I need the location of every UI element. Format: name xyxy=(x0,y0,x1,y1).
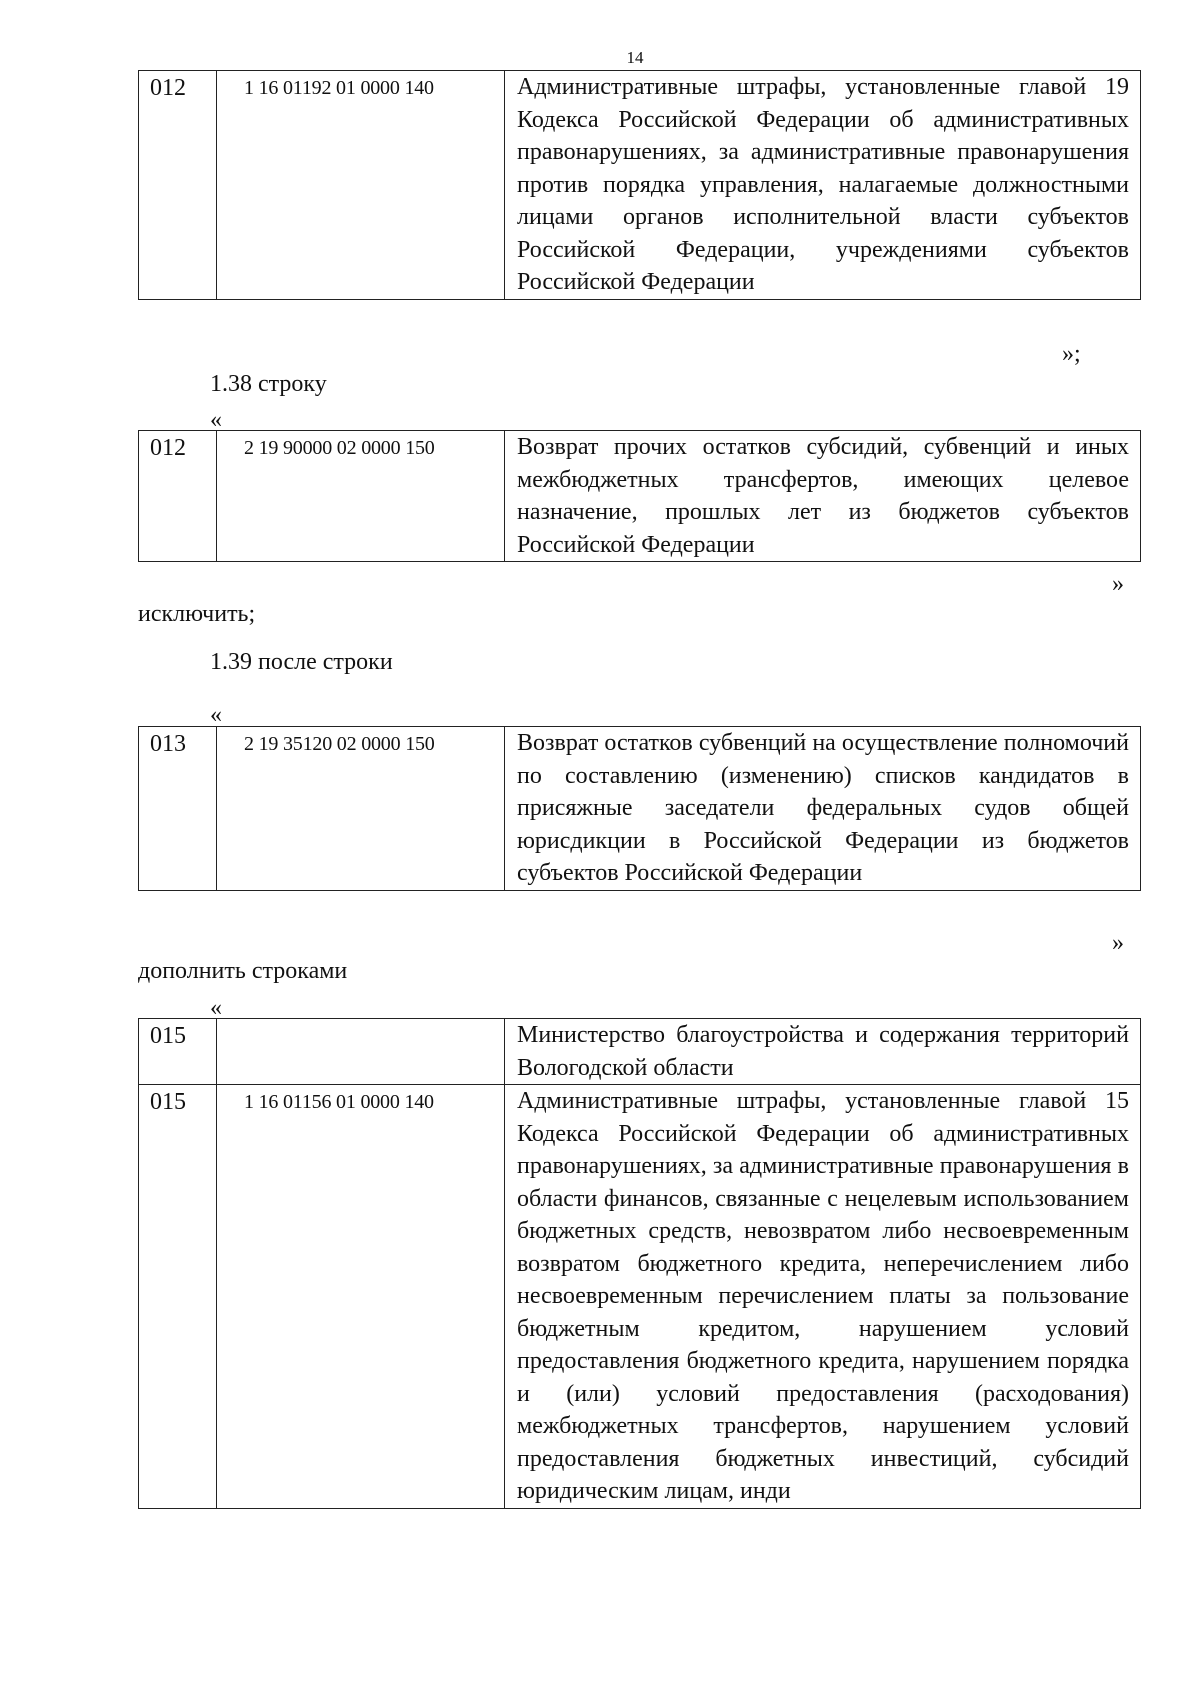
table-block-4 xyxy=(138,1018,1141,1509)
closing-quote: » xyxy=(1112,571,1124,597)
opening-quote: « xyxy=(210,995,222,1021)
table-row xyxy=(139,1019,1141,1085)
cell-description: Административные штрафы, установленные главой 19 Кодекса Российской Федерации об административных правонарушениях, за административные правонарушения против порядка управления, налагаемые должностными лицами органов исполнительной власти субъектов Российской Федерации, учреждениями субъектов Российской Федерации xyxy=(505,71,1141,300)
table-row xyxy=(139,727,1141,891)
cell-kbk-code: 1 16 01192 01 0000 140 xyxy=(217,71,505,300)
item-1-38: 1.38 строку xyxy=(210,371,327,397)
opening-quote: « xyxy=(210,407,222,433)
table-row xyxy=(139,71,1141,300)
table-row xyxy=(139,1085,1141,1509)
cell-description: Административные штрафы, установленные главой 15 Кодекса Российской Федерации об административных правонарушениях, за административные правонарушения в области финансов, связанные с нецелевым использованием бюджетных средств, невозвратом либо несвоевременным возвратом бюджетного кредита, неперечислением либо несвоевременным перечислением платы за пользование бюджетным кредитом, нарушением условий предоставления бюджетного кредита, нарушением порядка и (или) условий предоставления (расходования) межбюджетных трансфертов, нарушением условий предоставления бюджетных инвестиций, субсидий юридическим лицам, инди xyxy=(505,1085,1141,1509)
add-rows-text: дополнить строками xyxy=(138,958,348,984)
exclude-text: исключить; xyxy=(138,601,256,627)
cell-kbk-code: 2 19 35120 02 0000 150 xyxy=(217,727,505,891)
cell-description: Министерство благоустройства и содержания территорий Вологодской области xyxy=(505,1019,1141,1085)
table-block-3 xyxy=(138,726,1141,891)
table-block-2 xyxy=(138,430,1141,562)
cell-kbk-code: 1 16 01156 01 0000 140 xyxy=(217,1085,505,1509)
cell-kbk-code: 2 19 90000 02 0000 150 xyxy=(217,431,505,562)
table-row xyxy=(139,431,1141,562)
cell-admin-code: 012 xyxy=(139,71,217,300)
cell-admin-code: 013 xyxy=(139,727,217,891)
table-block-1 xyxy=(138,70,1141,300)
opening-quote: « xyxy=(210,702,222,728)
page-number: 14 xyxy=(626,48,644,67)
cell-admin-code: 012 xyxy=(139,431,217,562)
cell-description: Возврат остатков субвенций на осуществление полномочий по составлению (изменению) списков кандидатов в присяжные заседатели федеральных судов общей юрисдикции в Российской Федерации из бюджетов субъектов Российской Федерации xyxy=(505,727,1141,891)
cell-admin-code: 015 xyxy=(139,1085,217,1509)
cell-kbk-code xyxy=(217,1019,505,1085)
closing-quote: » xyxy=(1112,930,1124,956)
item-1-39: 1.39 после строки xyxy=(210,649,393,675)
closing-quote: »; xyxy=(1062,341,1081,367)
cell-description: Возврат прочих остатков субсидий, субвенций и иных межбюджетных трансфертов, имеющих целевое назначение, прошлых лет из бюджетов субъектов Российской Федерации xyxy=(505,431,1141,562)
cell-admin-code: 015 xyxy=(139,1019,217,1085)
